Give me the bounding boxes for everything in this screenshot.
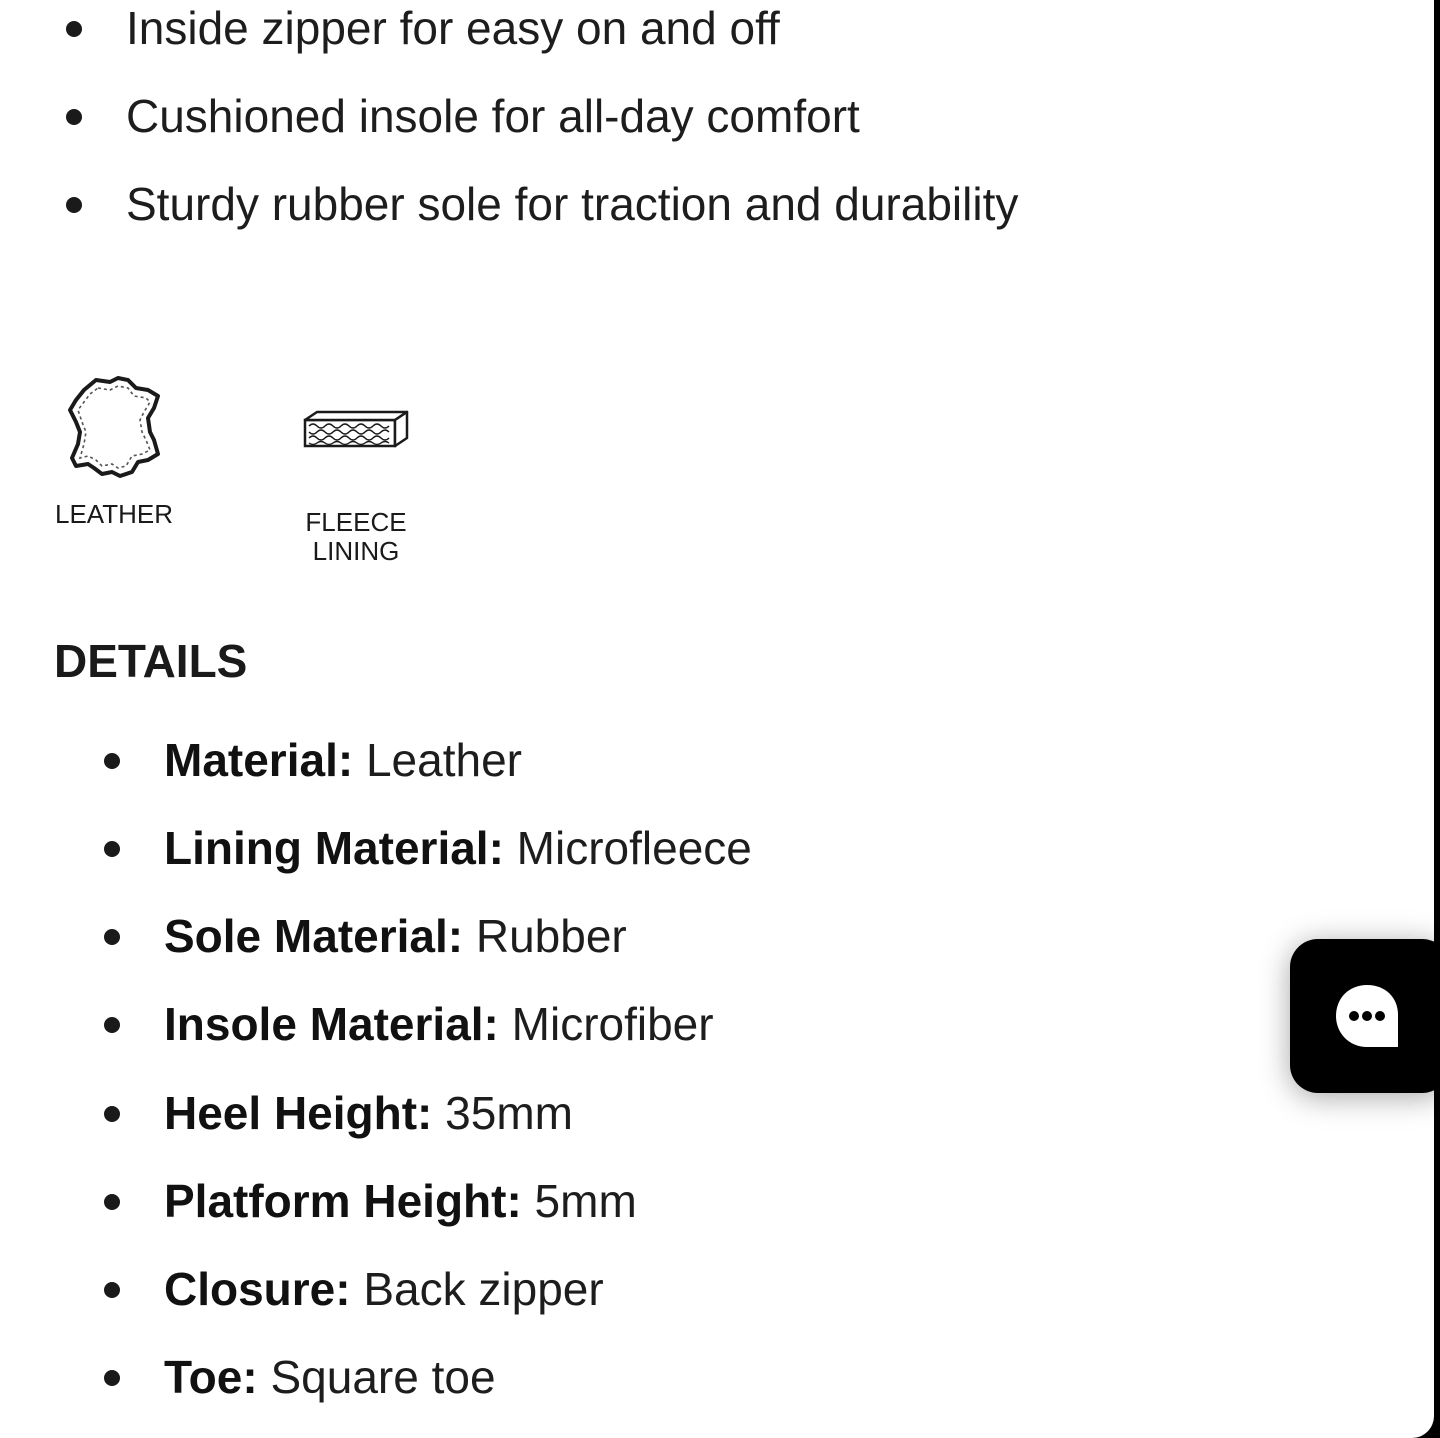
detail-value: Back zipper bbox=[350, 1263, 604, 1315]
bullet-icon bbox=[66, 197, 82, 213]
detail-label: Closure: bbox=[164, 1263, 351, 1315]
bullet-icon bbox=[104, 753, 120, 769]
fleece-lining-badge bbox=[296, 408, 416, 566]
feature-item bbox=[126, 89, 860, 143]
bullet-icon bbox=[104, 929, 120, 945]
bullet-icon bbox=[104, 1282, 120, 1298]
chat-bubble-icon bbox=[1332, 981, 1402, 1051]
leather-badge bbox=[50, 374, 178, 529]
detail-item bbox=[164, 997, 714, 1051]
detail-item bbox=[164, 1086, 573, 1140]
feature-item bbox=[126, 177, 1018, 231]
bullet-icon bbox=[104, 1194, 120, 1210]
detail-value: Leather bbox=[353, 734, 522, 786]
detail-item bbox=[164, 1350, 496, 1404]
feature-text: Cushioned insole for all-day comfort bbox=[126, 90, 860, 142]
bullet-icon bbox=[66, 109, 82, 125]
detail-label: Sole Material: bbox=[164, 910, 464, 962]
fleece-label-line2: LINING bbox=[312, 536, 400, 566]
detail-label: Toe: bbox=[164, 1351, 258, 1403]
detail-item bbox=[164, 1174, 637, 1228]
bullet-icon bbox=[104, 1017, 120, 1033]
detail-value: Microfleece bbox=[503, 822, 752, 874]
detail-label: Material: bbox=[164, 734, 354, 786]
feature-item bbox=[126, 1, 780, 55]
details-heading: DETAILS bbox=[54, 635, 248, 687]
bullet-icon bbox=[104, 1370, 120, 1386]
detail-item bbox=[164, 733, 522, 787]
fleece-block-icon bbox=[303, 408, 409, 450]
detail-value: Square toe bbox=[257, 1351, 496, 1403]
detail-item bbox=[164, 1262, 604, 1316]
bullet-icon bbox=[66, 21, 82, 37]
leather-hide-icon bbox=[66, 374, 162, 480]
feature-text: Inside zipper for easy on and off bbox=[126, 2, 780, 54]
detail-label: Lining Material: bbox=[164, 822, 504, 874]
detail-label: Heel Height: bbox=[164, 1087, 433, 1139]
detail-label: Platform Height: bbox=[164, 1175, 522, 1227]
detail-label: Insole Material: bbox=[164, 998, 499, 1050]
leather-label: LEATHER bbox=[55, 499, 173, 529]
chat-button[interactable] bbox=[1290, 939, 1440, 1093]
feature-text: Sturdy rubber sole for traction and durability bbox=[126, 178, 1019, 230]
bullet-icon bbox=[104, 841, 120, 857]
fleece-label-line1: FLEECE bbox=[305, 507, 407, 537]
bullet-icon bbox=[104, 1106, 120, 1122]
detail-item bbox=[164, 909, 627, 963]
detail-value: 5mm bbox=[521, 1175, 637, 1227]
detail-item bbox=[164, 821, 752, 875]
detail-value: 35mm bbox=[432, 1087, 573, 1139]
detail-value: Rubber bbox=[463, 910, 627, 962]
detail-value: Microfiber bbox=[498, 998, 714, 1050]
